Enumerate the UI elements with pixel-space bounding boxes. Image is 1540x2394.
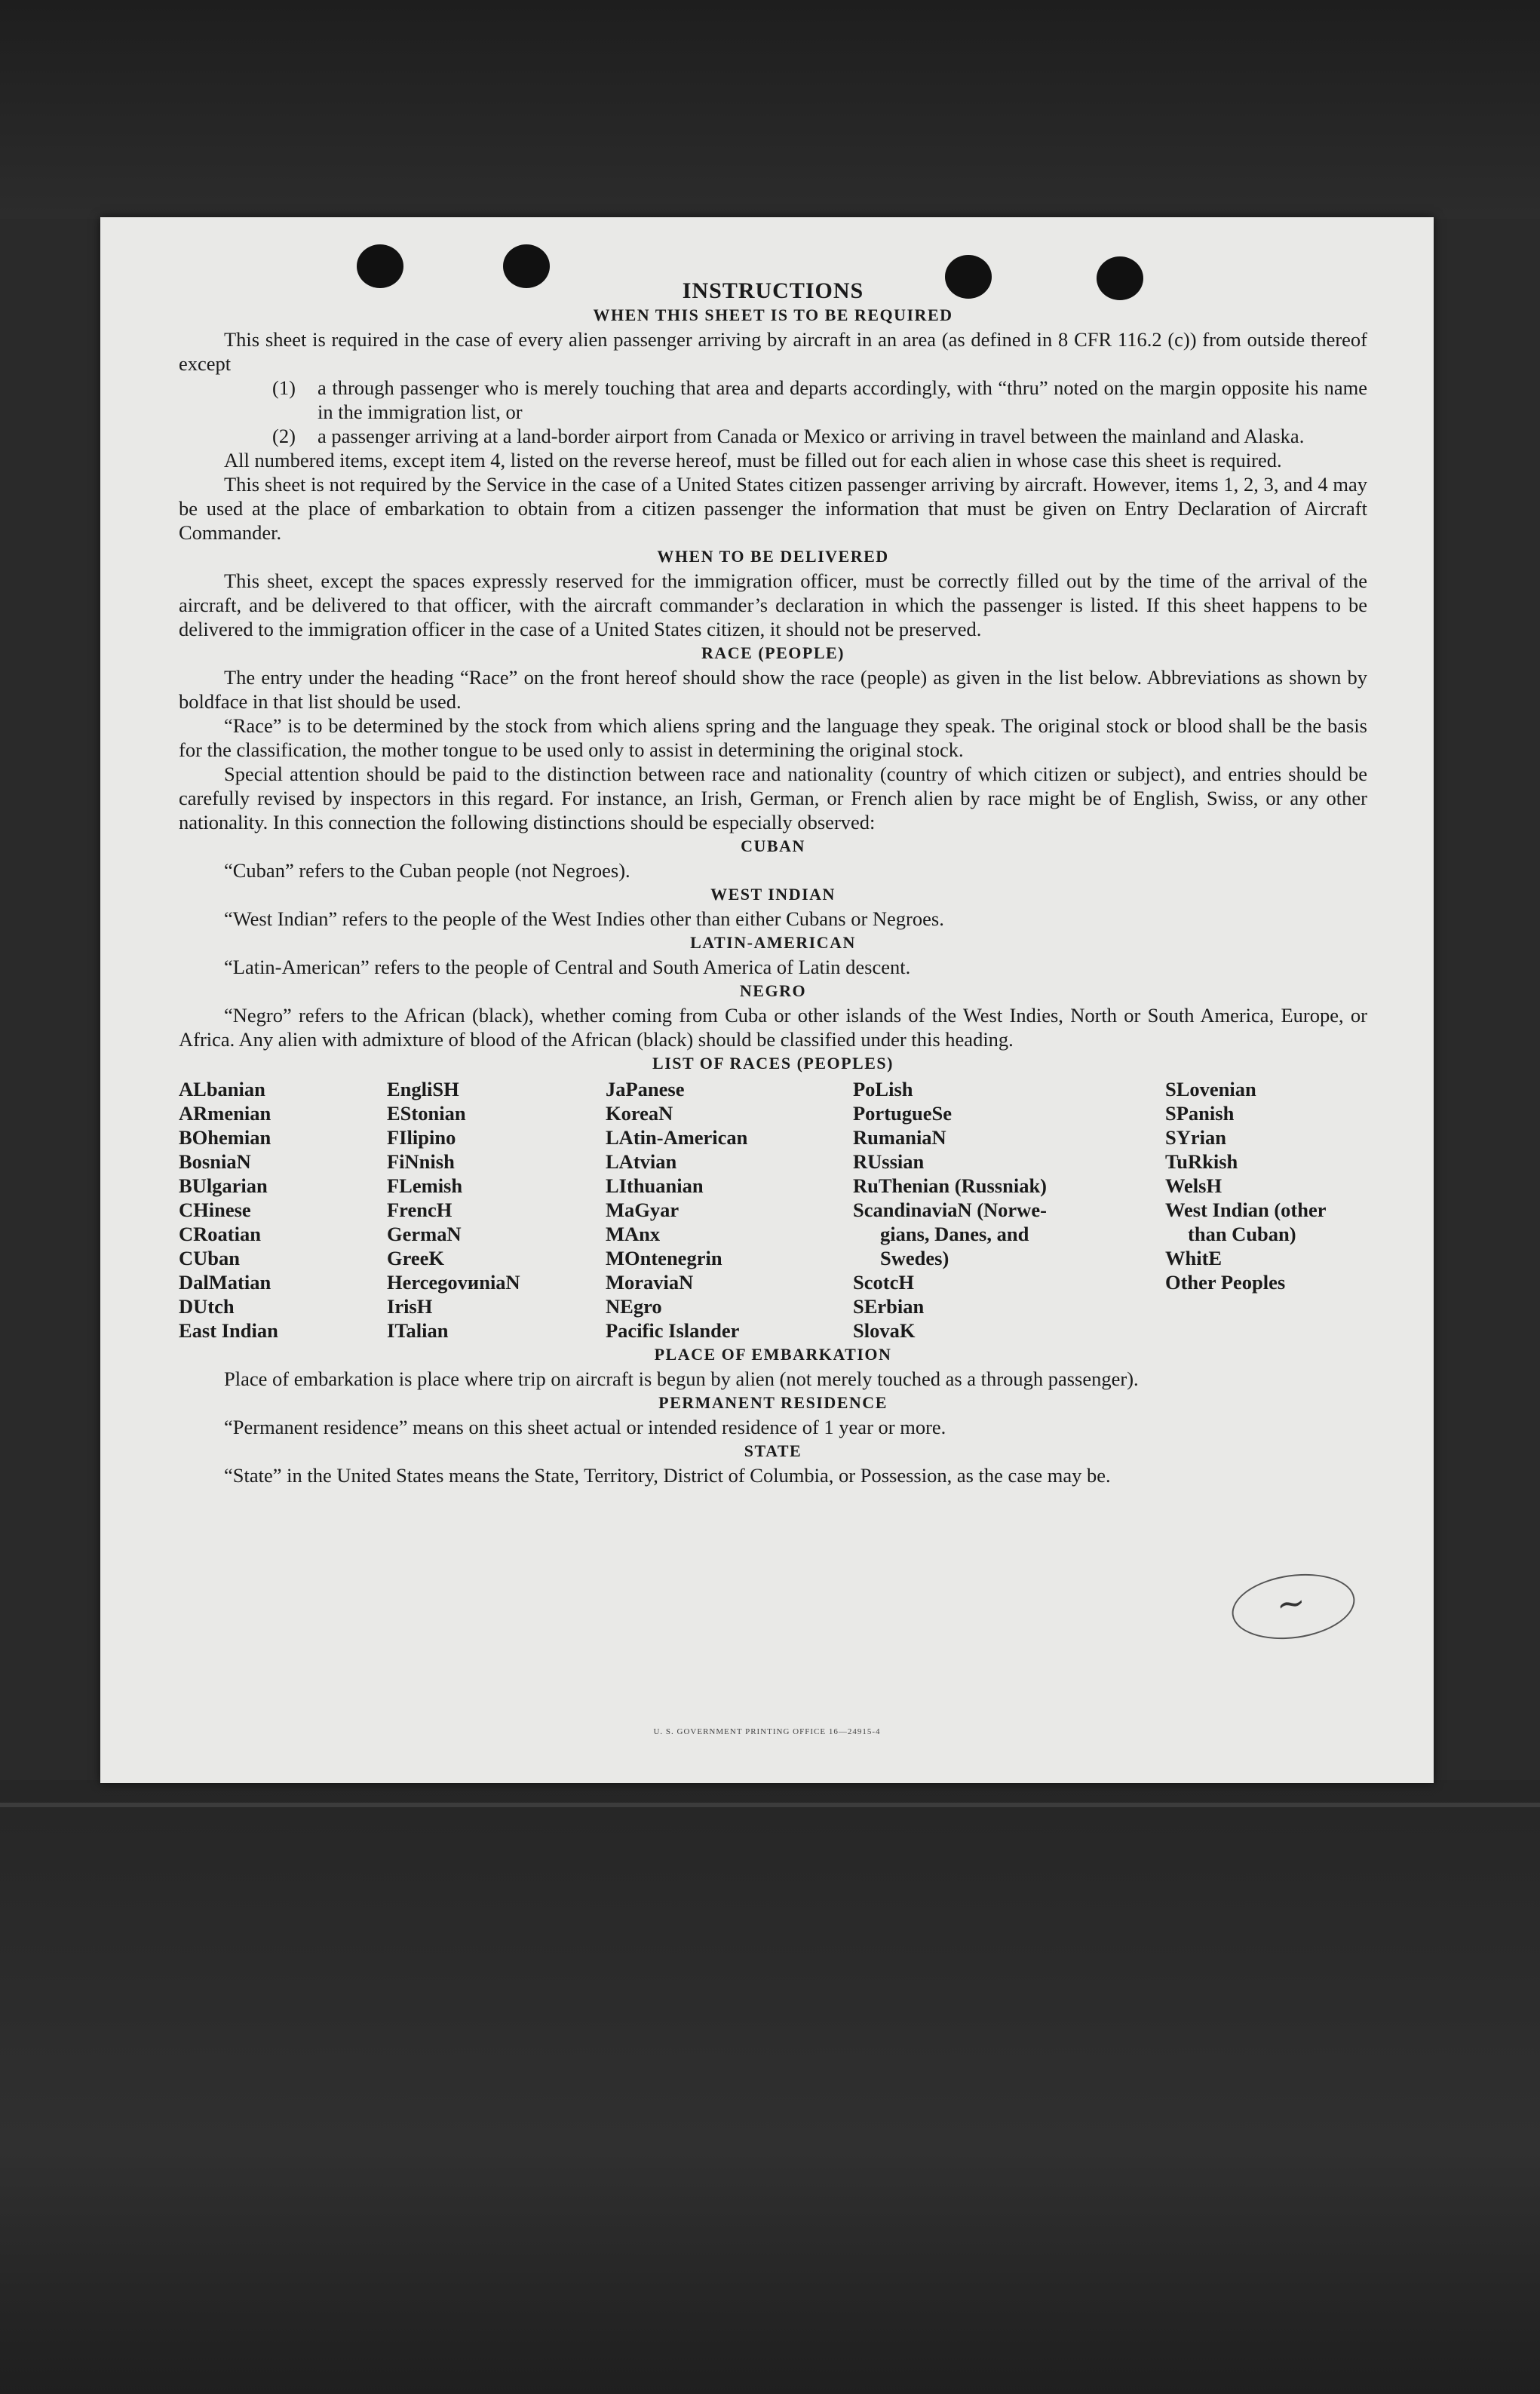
race-entry-continued: Swedes) — [880, 1247, 949, 1269]
section-heading: WHEN THIS SHEET IS TO BE REQUIRED — [593, 305, 953, 324]
race-entry: SPanish — [1165, 1102, 1235, 1125]
film-band — [0, 1803, 1540, 1807]
race-entry: ScandinaviaN (Norwe- — [853, 1199, 1047, 1221]
section-heading: NEGRO — [739, 981, 807, 1000]
race-entry: DalMatian — [179, 1271, 271, 1294]
film-margin-top — [0, 0, 1540, 219]
race-entry: EngliSH — [387, 1078, 459, 1100]
item-number: (1) — [272, 376, 296, 399]
paragraph: “West Indian” refers to the people of the West Indies other than either Cubans or Negroes. — [224, 907, 944, 930]
paragraph: “Race” is to be determined by the stock from which aliens spring and the language they speak. The original stock or blood shall be the basis for the classification, the mother tongue to be used only to assist in determining the original stock. — [179, 714, 1367, 761]
race-entry: IrisH — [387, 1295, 433, 1318]
race-entry: CUban — [179, 1247, 241, 1269]
race-entry: MAnx — [606, 1223, 661, 1245]
races-column — [1165, 1077, 1367, 1343]
race-entry: LAtvian — [606, 1150, 677, 1173]
item-number: (2) — [272, 425, 296, 447]
race-entry: MaGyar — [606, 1199, 680, 1221]
paragraph: “Latin-American” refers to the people of Central and South America of Latin descent. — [224, 956, 911, 978]
section-heading: WEST INDIAN — [710, 885, 836, 904]
paragraph: All numbered items, except item 4, listed on the reverse hereof, must be filled out for each alien in whose case this sheet is required. — [224, 449, 1282, 471]
list-item — [179, 376, 1367, 424]
race-entry: ScotcH — [853, 1271, 914, 1294]
section-heading: RACE (PEOPLE) — [701, 643, 845, 662]
races-column — [606, 1077, 853, 1343]
race-entry: BosniaN — [179, 1150, 251, 1173]
race-entry: MOntenegrin — [606, 1247, 722, 1269]
section-heading: WHEN TO BE DELIVERED — [657, 547, 889, 566]
race-entry: WelsH — [1165, 1174, 1222, 1197]
section-heading: CUBAN — [741, 836, 805, 855]
race-entry: East Indian — [179, 1319, 278, 1342]
section-heading: LIST OF RACES (PEOPLES) — [652, 1054, 894, 1073]
section-heading: PLACE OF EMBARKATION — [654, 1345, 892, 1364]
item-text: a through passenger who is merely touching that area and departs accordingly, with “thru” noted on the margin opposite his name in the immigration list, or — [318, 376, 1367, 423]
race-entry: SYrian — [1165, 1126, 1226, 1149]
race-entry-continued: gians, Danes, and — [880, 1223, 1029, 1245]
race-entry: RumaniaN — [853, 1126, 946, 1149]
race-entry: LAtin-American — [606, 1126, 748, 1149]
races-column — [179, 1077, 387, 1343]
paragraph: This sheet is not required by the Service in the case of a United States citizen passenger arriving by aircraft. However, items 1, 2, 3, and 4 may be used at the place of embarkation to obtain from a citizen passenger the information that must be given on Entry Declaration of Aircraft Commander. — [179, 473, 1367, 544]
paragraph: The entry under the heading “Race” on the front hereof should show the race (people) as given in the list below. Abbreviations as shown by boldface in that list should be used. — [179, 666, 1367, 713]
list-item — [179, 424, 1367, 448]
race-entry: DUtch — [179, 1295, 235, 1318]
race-entry: MoraviaN — [606, 1271, 694, 1294]
race-entry: BOhemian — [179, 1126, 271, 1149]
race-entry: FLemish — [387, 1174, 463, 1197]
paragraph: “State” in the United States means the State, Territory, District of Columbia, or Possession, as the case may be. — [224, 1464, 1111, 1487]
race-entry: NEgro — [606, 1295, 662, 1318]
races-column — [387, 1077, 606, 1343]
race-entry: ALbanian — [179, 1078, 265, 1100]
race-entry: EStonian — [387, 1102, 466, 1125]
race-entry-continued: than Cuban) — [1188, 1223, 1296, 1245]
race-entry: FiNnish — [387, 1150, 455, 1173]
race-entry: BUlgarian — [179, 1174, 268, 1197]
race-entry: RuThenian (Russniak) — [853, 1174, 1048, 1197]
page-title: INSTRUCTIONS — [682, 278, 864, 303]
race-entry: CHinese — [179, 1199, 251, 1221]
race-entry: Other Peoples — [1165, 1271, 1286, 1294]
document-body — [179, 279, 1367, 1487]
paragraph: This sheet is required in the case of every alien passenger arriving by aircraft in an area (as defined in 8 CFR 116.2 (c)) from outside thereof except — [179, 328, 1367, 375]
item-text: a passenger arriving at a land-border airport from Canada or Mexico or arriving in travel between the mainland and Alaska. — [318, 425, 1305, 447]
paragraph: Place of embarkation is place where trip on aircraft is begun by alien (not merely touched as a through passenger). — [224, 1367, 1139, 1390]
race-entry: ARmenian — [179, 1102, 271, 1125]
races-list — [179, 1077, 1367, 1343]
race-entry: Pacific Islander — [606, 1319, 740, 1342]
race-entry: GermaN — [387, 1223, 462, 1245]
race-entry: RUssian — [853, 1150, 925, 1173]
race-entry: SLovenian — [1165, 1078, 1256, 1100]
instruction-sheet — [100, 217, 1434, 1783]
section-heading: LATIN-AMERICAN — [690, 933, 856, 952]
section-heading: STATE — [744, 1441, 802, 1460]
race-entry: FrencH — [387, 1199, 452, 1221]
film-margin-bottom — [0, 1780, 1540, 2394]
race-entry: HercegovиniaN — [387, 1271, 520, 1294]
paragraph: Special attention should be paid to the distinction between race and nationality (country of which citizen or subject), and entries should be carefully revised by inspectors in this regard. For instance, an Irish, German, or French alien by race might be of English, Swiss, or any other nationality. In this connection the following distinctions should be especially observed: — [179, 763, 1367, 833]
race-entry: West Indian (other — [1165, 1199, 1327, 1221]
race-entry: SErbian — [853, 1295, 925, 1318]
section-heading: PERMANENT RESIDENCE — [658, 1393, 888, 1412]
handwritten-mark: ~ — [1228, 1567, 1359, 1647]
paragraph: “Negro” refers to the African (black), whether coming from Cuba or other islands of the West Indies, North or South America, Europe, or Africa. Any alien with admixture of blood of the African (black) should be classified under this heading. — [179, 1004, 1367, 1051]
race-entry: JaPanese — [606, 1078, 685, 1100]
race-entry: WhitE — [1165, 1247, 1222, 1269]
race-entry: TuRkish — [1165, 1150, 1238, 1173]
race-entry: ITalian — [387, 1319, 449, 1342]
race-entry: SlovaK — [853, 1319, 916, 1342]
races-column — [853, 1077, 1165, 1343]
race-entry: LIthuanian — [606, 1174, 704, 1197]
paragraph: This sheet, except the spaces expressly reserved for the immigration officer, must be correctly filled out by the time of the arrival of the aircraft, and be delivered to that officer, with the aircraft commander’s declaration in which the passenger is listed. If this sheet happens to be delivered to the immigration officer in the case of a United States citizen, it should not be preserved. — [179, 569, 1367, 640]
race-entry: PoLish — [853, 1078, 913, 1100]
race-entry: KoreaN — [606, 1102, 673, 1125]
race-entry: GreeK — [387, 1247, 445, 1269]
paragraph: “Cuban” refers to the Cuban people (not Negroes). — [224, 859, 630, 882]
paragraph: “Permanent residence” means on this sheet actual or intended residence of 1 year or more. — [224, 1416, 946, 1438]
printer-imprint: U. S. GOVERNMENT PRINTING OFFICE 16—24915-4 — [653, 1727, 881, 1736]
race-entry: FIlipino — [387, 1126, 456, 1149]
race-entry: PortugueSe — [853, 1102, 953, 1125]
race-entry: CRoatian — [179, 1223, 261, 1245]
